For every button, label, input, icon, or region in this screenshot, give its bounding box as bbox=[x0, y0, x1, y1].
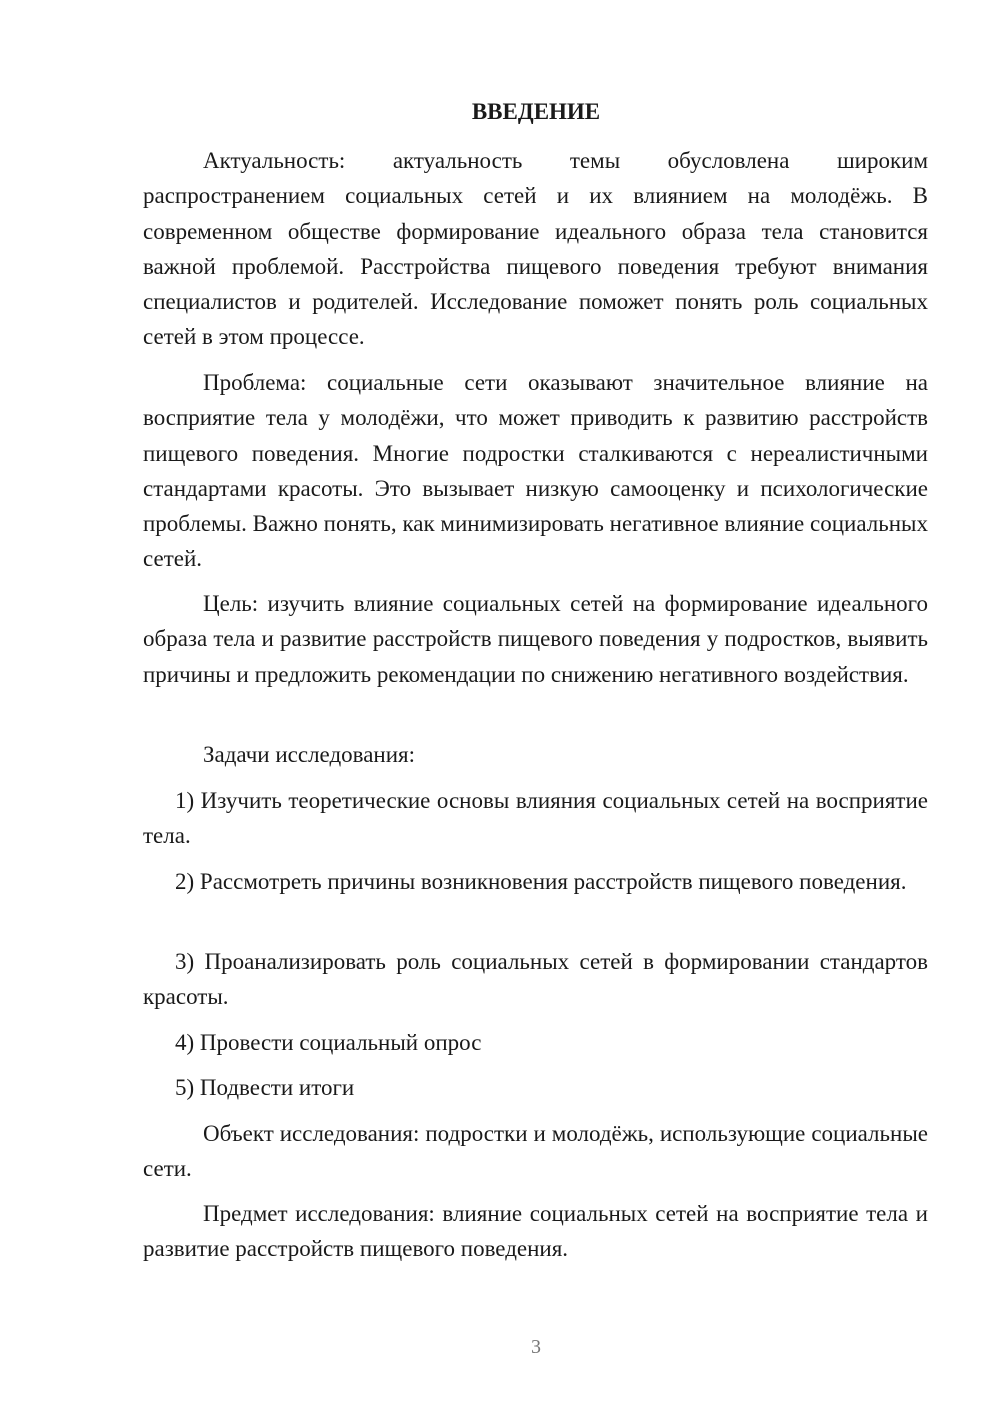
goal-paragraph: Цель: изучить влияние социальных сетей на формирование идеального образа тела и развитие расстройств пищевого поведения у подростков, выявить причины и предложить рекомендации по снижению негативного воздействия. bbox=[143, 591, 928, 687]
relevance-paragraph: Актуальность: актуальность темы обусловлена широким распространением социальных сетей и их влиянием на молодёжь. В современном обществе формирование идеального образа тела становится важной проблемой. Расстройства пищевого поведения требуют внимания специалистов и родителей. Исследование поможет понять роль социальных сетей в этом процессе. bbox=[143, 148, 928, 350]
task-item-3: 3) Проанализировать роль социальных сетей в формировании стандартов красоты. bbox=[143, 949, 928, 1010]
object-paragraph: Объект исследования: подростки и молодёжь, использующие социальные сети. bbox=[143, 1121, 928, 1182]
task-item-1: 1) Изучить теоретические основы влияния социальных сетей на восприятие тела. bbox=[143, 788, 928, 849]
page-number: 3 bbox=[531, 1336, 541, 1358]
subject-paragraph: Предмет исследования: влияние социальных сетей на восприятие тела и развитие расстройств пищевого поведения. bbox=[143, 1201, 928, 1262]
task-item-4: 4) Провести социальный опрос bbox=[175, 1030, 482, 1055]
task-item-2: 2) Рассмотреть причины возникновения расстройств пищевого поведения. bbox=[175, 869, 907, 894]
problem-paragraph: Проблема: социальные сети оказывают значительное влияние на восприятие тела у молодёжи, что может приводить к развитию расстройств пищевого поведения. Многие подростки сталкиваются с нереалистичными стандартами красоты. Это вызывает низкую самооценку и психологические проблемы. Важно понять, как минимизировать негативное влияние социальных сетей. bbox=[143, 370, 928, 572]
tasks-intro: Задачи исследования: bbox=[203, 742, 416, 767]
task-item-5: 5) Подвести итоги bbox=[175, 1075, 355, 1100]
section-heading: ВВЕДЕНИЕ bbox=[471, 99, 601, 124]
